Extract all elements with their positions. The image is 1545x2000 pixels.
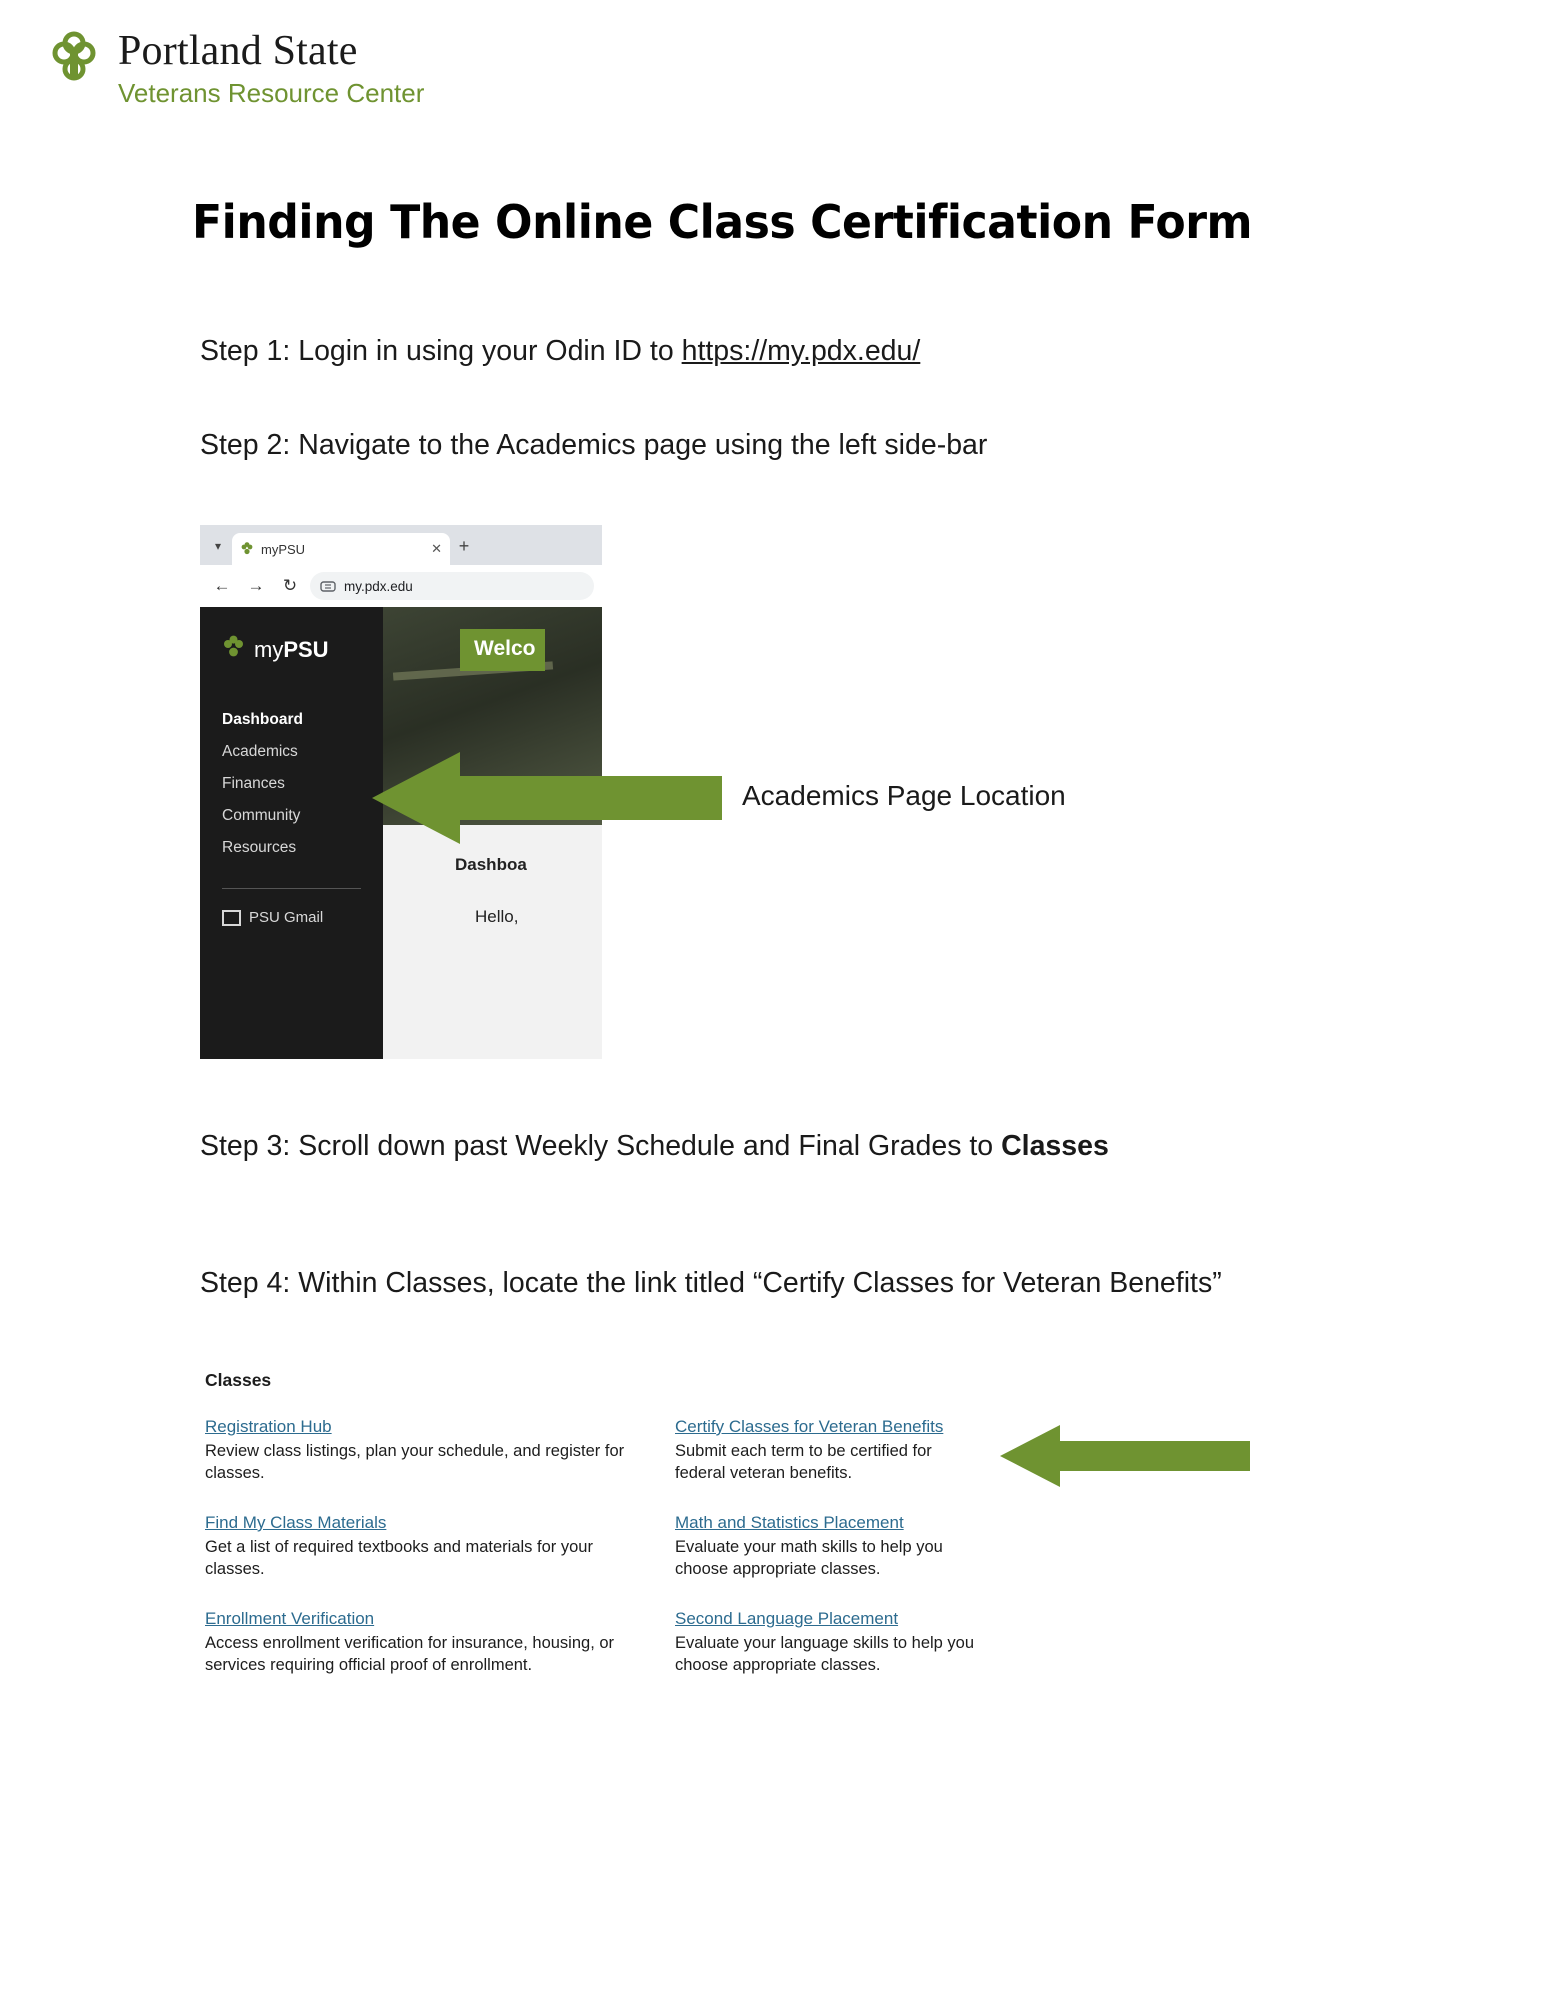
- registration-hub-link[interactable]: Registration Hub: [205, 1417, 332, 1436]
- find-my-class-materials-link[interactable]: Find My Class Materials: [205, 1512, 387, 1532]
- classes-panel-screenshot: [205, 1370, 975, 1677]
- page-title: Finding The Online Class Certification Form: [192, 195, 1253, 249]
- academics-callout-label: Academics Page Location: [742, 780, 1066, 811]
- site-settings-icon: [320, 579, 336, 593]
- arrow-right-icon[interactable]: →: [247, 576, 265, 595]
- certify-classes-arrow-annotation: [1000, 1425, 1250, 1487]
- dashboard-greeting: Hello,: [475, 907, 519, 926]
- psu-favicon-icon: [240, 542, 254, 556]
- enrollment-verification-desc: Access enrollment verification for insurance, housing, or services requiring official proof of enrollment.: [205, 1633, 615, 1674]
- mypsu-brand-psu: PSU: [283, 636, 329, 662]
- sidebar-item-psu-gmail-label: PSU Gmail: [249, 909, 324, 926]
- step-3-text: Step 3: Scroll down past Weekly Schedule and Final Grades to: [200, 1130, 1002, 1162]
- step-2: Step 2: Navigate to the Academics page using the left side-bar: [200, 429, 988, 461]
- classes-item-class-materials: [205, 1513, 675, 1581]
- certify-classes-link[interactable]: Certify Classes for Veteran Benefits: [675, 1417, 944, 1436]
- chevron-down-icon[interactable]: ▾: [214, 539, 222, 553]
- dashboard-card-heading: Dashboa: [455, 855, 527, 874]
- dashboard-card: [383, 825, 602, 1059]
- classes-heading: Classes: [205, 1370, 272, 1390]
- browser-tab[interactable]: [232, 533, 450, 565]
- arrow-left-icon[interactable]: ←: [213, 576, 231, 595]
- mail-icon: [222, 910, 241, 926]
- psu-knot-logo-icon: [222, 635, 254, 664]
- find-my-class-materials-desc: Get a list of required textbooks and materials for your classes.: [205, 1537, 593, 1578]
- sidebar-item-dashboard[interactable]: Dashboard: [222, 711, 303, 728]
- welcome-banner: Welco: [460, 629, 545, 671]
- step-3-bold: Classes: [1001, 1130, 1109, 1162]
- psu-knot-logo-icon: [44, 30, 104, 92]
- sidebar-item-academics[interactable]: Academics: [222, 743, 298, 760]
- second-language-placement-desc: Evaluate your language skills to help you choose appropriate classes.: [675, 1633, 975, 1674]
- mypdx-link[interactable]: https://my.pdx.edu/: [681, 335, 921, 367]
- browser-tab-label: myPSU: [261, 541, 306, 557]
- browser-url-bar: [200, 565, 602, 607]
- step-3: [200, 1125, 1320, 1168]
- math-statistics-placement-link[interactable]: Math and Statistics Placement: [675, 1512, 904, 1532]
- browser-tab-bar: [200, 525, 602, 565]
- registration-hub-desc: Review class listings, plan your schedule, and register for classes.: [205, 1442, 625, 1482]
- certify-classes-desc: Submit each term to be certified for federal veteran benefits.: [675, 1442, 932, 1482]
- sidebar-nav: [200, 704, 383, 864]
- step-1-text: Step 1: Login in using your Odin ID to: [200, 335, 682, 367]
- enrollment-verification-link[interactable]: Enrollment Verification: [205, 1608, 375, 1628]
- mypsu-brand-my: my: [254, 636, 284, 662]
- step-1: [200, 330, 920, 373]
- second-language-placement-link[interactable]: Second Language Placement: [675, 1608, 899, 1628]
- close-icon[interactable]: ✕: [431, 541, 442, 556]
- math-statistics-placement-desc: Evaluate your math skills to help you choose appropriate classes.: [675, 1537, 943, 1578]
- org-subtitle: Veterans Resource Center: [118, 78, 425, 108]
- classes-item-math-placement: [675, 1513, 975, 1581]
- mypsu-sidebar: [200, 607, 383, 1059]
- sidebar-item-psu-gmail[interactable]: [200, 889, 383, 926]
- address-bar[interactable]: [310, 572, 594, 600]
- classes-item-second-language: [675, 1609, 975, 1677]
- reload-icon[interactable]: ↻: [282, 576, 298, 595]
- org-title: Portland State: [118, 28, 358, 74]
- classes-item-certify-classes: [675, 1417, 975, 1485]
- classes-item-enrollment-verification: [205, 1609, 675, 1677]
- classes-links-grid: [205, 1417, 975, 1677]
- address-bar-text: my.pdx.edu: [344, 578, 413, 594]
- classes-item-registration-hub: [205, 1417, 675, 1485]
- mypsu-logo: [200, 607, 383, 664]
- sidebar-item-community[interactable]: Community: [222, 807, 301, 824]
- new-tab-icon[interactable]: +: [458, 535, 470, 556]
- sidebar-item-resources[interactable]: Resources: [222, 839, 297, 856]
- sidebar-item-finances[interactable]: Finances: [222, 775, 285, 792]
- psu-vrc-logo: [44, 30, 424, 106]
- academics-arrow-annotation: [372, 752, 722, 844]
- step-4: Step 4: Within Classes, locate the link titled “Certify Classes for Veteran Benefits”: [200, 1267, 1222, 1299]
